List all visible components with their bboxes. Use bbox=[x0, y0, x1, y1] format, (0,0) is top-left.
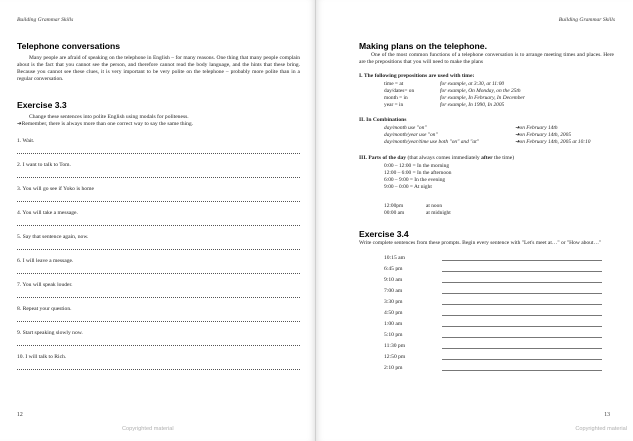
exercise-item-text: 8. Repeat your question. bbox=[17, 306, 72, 312]
row-value: ➔on February 14th bbox=[515, 125, 558, 131]
answer-line[interactable] bbox=[442, 271, 602, 272]
row-key: 12:00pm bbox=[384, 203, 404, 209]
exercise-item bbox=[17, 138, 300, 144]
row-value: for example, at 3:30, at 11:00 bbox=[440, 81, 505, 87]
exercise-instruction-text: Write complete sentences from these prompts. Begin every sentence with "Let's meet at…" or "How about…" bbox=[359, 240, 602, 246]
time-prompt: 3:30 pm bbox=[384, 299, 403, 305]
right-page bbox=[316, 0, 632, 441]
answer-line[interactable] bbox=[17, 297, 300, 298]
exercise-instruction bbox=[359, 240, 614, 247]
exercise-title: Exercise 3.3 bbox=[17, 100, 67, 110]
page-number: 12 bbox=[17, 412, 23, 418]
time-prompt: 4:50 pm bbox=[384, 310, 403, 316]
exercise-item-text: 10. I will talk to Rich. bbox=[17, 354, 67, 360]
part-of-day-row: 9:00 – 0:00 = At night bbox=[384, 184, 432, 190]
answer-line[interactable] bbox=[17, 225, 300, 226]
exercise-item bbox=[17, 162, 300, 168]
answer-line[interactable] bbox=[17, 321, 300, 322]
intro-text: One of the most common functions of a telephone conversation is to arrange meeting times and places. Here are the prepositions that you will need to make the plans bbox=[359, 52, 614, 65]
exercise-item bbox=[17, 306, 300, 312]
row-key: day/month/year/time use both "on" and "at" bbox=[384, 139, 479, 145]
row-value: for example, In 1990, In 2005 bbox=[440, 102, 505, 108]
answer-line[interactable] bbox=[442, 260, 602, 261]
copyright-watermark: Copyrighted material bbox=[122, 426, 174, 432]
prepositions-heading: I. The following prepositions are used with time: bbox=[359, 73, 475, 79]
exercise-item bbox=[17, 282, 300, 288]
exercise-item-text: 2. I want to talk to Tom. bbox=[17, 162, 71, 168]
row-value: for example, On Monday, on the 25th bbox=[440, 88, 521, 94]
row-key: day/month/year use "on" bbox=[384, 132, 438, 138]
time-prompt: 7:00 am bbox=[384, 288, 403, 294]
parts-of-day-note: (that always comes immediately bbox=[406, 155, 482, 161]
answer-line[interactable] bbox=[17, 345, 300, 346]
row-value: ➔on February 14th, 2005 bbox=[515, 132, 572, 138]
answer-line[interactable] bbox=[17, 369, 300, 370]
time-prompt: 5:10 pm bbox=[384, 332, 403, 338]
intro-paragraph bbox=[359, 52, 614, 66]
parts-of-day-after: after bbox=[481, 155, 493, 161]
row-key: 00:00 am bbox=[384, 210, 405, 216]
part-of-day-row: 12:00 – 6:00 = In the afternoon bbox=[384, 170, 452, 176]
time-prompt: 10:15 am bbox=[384, 255, 405, 261]
intro-paragraph bbox=[17, 55, 300, 83]
answer-line[interactable] bbox=[17, 153, 300, 154]
exercise-item bbox=[17, 258, 300, 264]
row-value: ➔on February 14th, 2005 at 10:10 bbox=[515, 139, 591, 145]
exercise-item-text: 6. I will leave a message. bbox=[17, 258, 74, 264]
page-number: 13 bbox=[604, 412, 610, 418]
answer-line[interactable] bbox=[442, 359, 602, 360]
exercise-item bbox=[17, 330, 300, 336]
row-key: day/dates= on bbox=[384, 88, 415, 94]
section-title: Making plans on the telephone. bbox=[359, 41, 487, 51]
answer-line[interactable] bbox=[442, 348, 602, 349]
intro-text: Many people are afraid of speaking on the telephone in English – for many reasons. One thing that many people complain about is the fact that you cannot see the person, and therefore cannot read the body language, and the hints that these bring. Because you cannot see these clues, it is very important to be very polite on the telephone – probably more polite than in a regular conversation. bbox=[17, 55, 300, 82]
exercise-item-text: 4. You will take a message. bbox=[17, 210, 78, 216]
answer-line[interactable] bbox=[17, 273, 300, 274]
combinations-heading: II. In Combinations bbox=[359, 117, 407, 123]
answer-line[interactable] bbox=[442, 370, 602, 371]
exercise-title: Exercise 3.4 bbox=[359, 229, 409, 239]
exercise-item bbox=[17, 186, 300, 192]
left-page bbox=[0, 0, 316, 441]
answer-line[interactable] bbox=[442, 282, 602, 283]
row-key: year = in bbox=[384, 102, 404, 108]
parts-of-day-end: the time) bbox=[492, 155, 515, 161]
answer-line[interactable] bbox=[442, 293, 602, 294]
answer-line[interactable] bbox=[442, 315, 602, 316]
time-prompt: 9:10 am bbox=[384, 277, 403, 283]
row-value: at midnight bbox=[426, 210, 451, 216]
exercise-item bbox=[17, 234, 300, 240]
section-title: Telephone conversations bbox=[17, 41, 120, 51]
answer-line[interactable] bbox=[442, 304, 602, 305]
time-prompt: 11:30 pm bbox=[384, 343, 406, 349]
exercise-item-text: 7. You will speak louder. bbox=[17, 282, 73, 288]
exercise-item-text: 5. Say that sentence again, now. bbox=[17, 234, 89, 240]
running-head: Building Grammar Skills bbox=[558, 17, 615, 23]
parts-of-day-title: III. Parts of the day bbox=[359, 155, 407, 161]
answer-line[interactable] bbox=[442, 337, 602, 338]
exercise-instruction: Change these sentences into polite English using modals for politeness. bbox=[29, 114, 189, 120]
answer-line[interactable] bbox=[17, 177, 300, 178]
answer-line[interactable] bbox=[442, 326, 602, 327]
exercise-item-text: 9. Start speaking slowly now. bbox=[17, 330, 83, 336]
answer-line[interactable] bbox=[17, 249, 300, 250]
parts-of-day-heading bbox=[359, 155, 514, 161]
row-value: at noon bbox=[426, 203, 443, 209]
row-key: day/month use "on" bbox=[384, 125, 427, 131]
row-key: month = in bbox=[384, 95, 408, 101]
time-prompt: 6:45 pm bbox=[384, 266, 403, 272]
time-prompt: 1:00 am bbox=[384, 321, 403, 327]
part-of-day-row: 6:00 – 9:00 = In the evening bbox=[384, 177, 446, 183]
answer-line[interactable] bbox=[17, 201, 300, 202]
row-key: time = at bbox=[384, 81, 404, 87]
time-prompt: 2:10 pm bbox=[384, 365, 403, 371]
exercise-reminder: ➔Remember, there is always more than one correct way to say the same thing. bbox=[17, 121, 194, 127]
exercise-item-text: 1. Wait. bbox=[17, 138, 35, 144]
copyright-watermark: Copyrighted material bbox=[575, 426, 627, 432]
part-of-day-row: 0:00 – 12:00 = In the morning bbox=[384, 163, 450, 169]
running-head: Building Grammar Skills bbox=[17, 17, 74, 23]
exercise-item bbox=[17, 210, 300, 216]
row-value: for example, In February, In December bbox=[440, 95, 525, 101]
time-prompt: 12:50 pm bbox=[384, 354, 406, 360]
exercise-item bbox=[17, 354, 300, 360]
exercise-item-text: 3. You will go see if Yoko is home bbox=[17, 186, 94, 192]
